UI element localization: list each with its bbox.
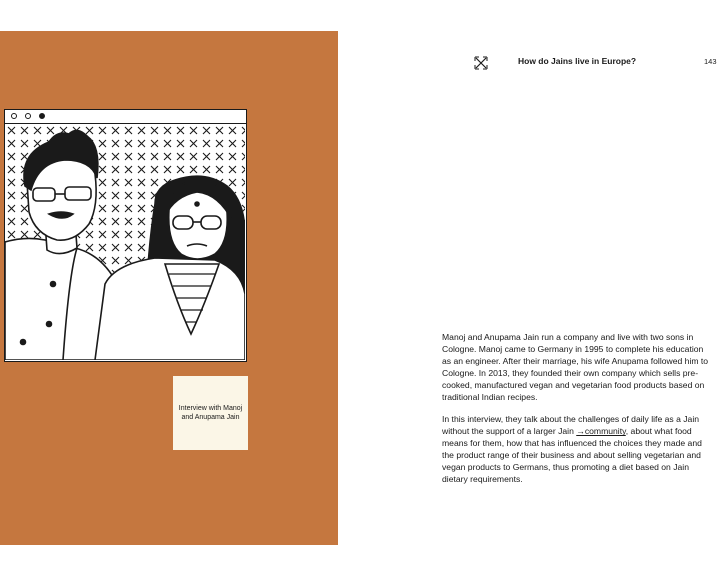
caption-text: Interview with Manoj and Anupama Jain xyxy=(178,404,243,421)
window-titlebar xyxy=(5,110,246,124)
window-dot-filled-icon xyxy=(39,113,45,119)
page-number: 143 xyxy=(704,57,717,66)
body-text xyxy=(442,332,710,497)
caption-card xyxy=(173,376,248,450)
cross-arrows-icon xyxy=(474,56,488,70)
paragraph-intro: Manoj and Anupama Jain run a company and live with two sons in Cologne. Manoj came to Germany in 1995 to complete his education as an engineer. After their marriage, his wife Anupama followed him to Cologne. In 2013, they founded their own company which sells pre-cooked, manufactured vegan and vegetarian food products based on traditional Indian recipes. xyxy=(442,332,709,402)
paragraph-text: In this interview, they talk about the challenges of daily life as a Jain without the support of a larger Jain xyxy=(442,414,700,437)
running-title: How do Jains live in Europe? xyxy=(518,56,637,66)
portrait-illustration xyxy=(5,124,245,360)
window-dot-icon xyxy=(25,113,31,119)
left-page xyxy=(0,31,338,545)
paragraph-text: , about what food means for them, how that has influenced the choices they made and the product range of their business and about selling vegetarian and vegan products to Germans, thus promoting a diet based on Jain dietary requirements. xyxy=(442,426,702,484)
illustration-window xyxy=(4,109,247,362)
community-link[interactable]: →community xyxy=(576,426,626,437)
window-dot-icon xyxy=(11,113,17,119)
right-page xyxy=(338,31,722,545)
book-spread xyxy=(0,31,722,545)
paragraph-interview xyxy=(442,414,710,485)
